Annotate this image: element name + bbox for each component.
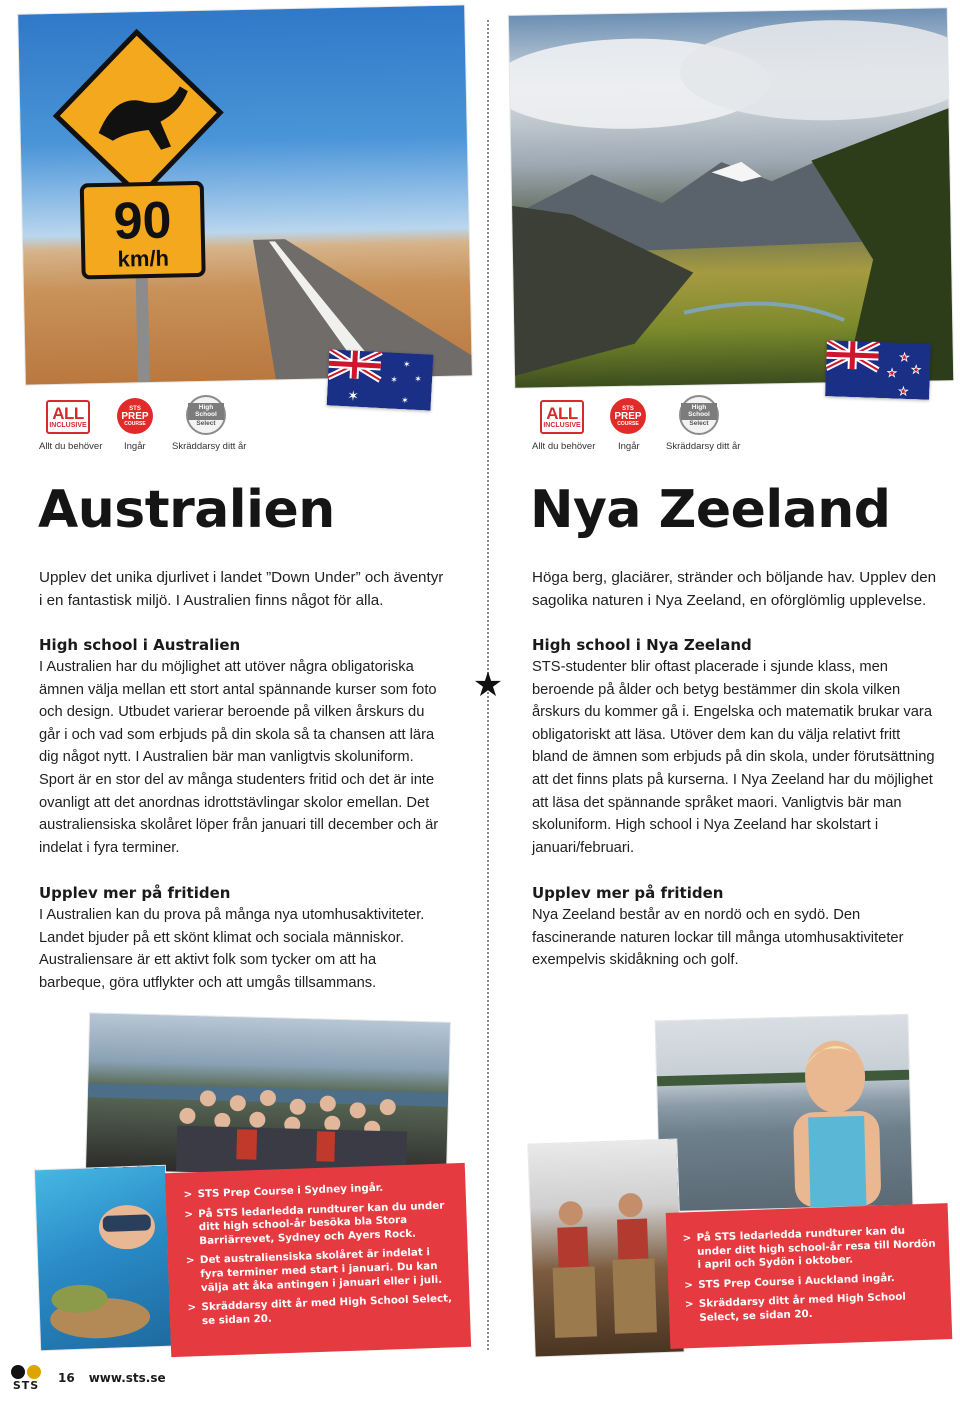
svg-text:✶: ✶ [400, 396, 409, 407]
maori-dancers-photo [528, 1139, 683, 1356]
australia-road-photo [18, 5, 472, 384]
svg-text:✶: ✶ [346, 388, 360, 405]
heading-high-school-australien: High school i Australien [39, 636, 241, 654]
badge-course-text: COURSE [617, 420, 639, 427]
badge-hss-line1: High School [188, 403, 224, 419]
box-item: > På STS ledarledda rundturer kan du under ditt high school-år besöka bla Stora Barriärrevet, Sydney och Ayers Rock. [184, 1199, 453, 1249]
new-zealand-mountain-photo [509, 8, 953, 388]
badge-prep-course [117, 398, 153, 434]
svg-text:★: ★ [886, 366, 898, 380]
student-harbour-photo [656, 1015, 913, 1212]
speed-sign-unit: km/h [117, 245, 170, 272]
badge-sts-text: STS [129, 405, 141, 412]
badge-sts-text: STS [622, 405, 634, 412]
sts-logo [8, 1364, 44, 1391]
box-item: > Skräddarsy ditt år med High School Select, se sidan 20. [685, 1290, 940, 1326]
heading-high-school-nya-zeeland: High school i Nya Zeeland [532, 636, 752, 654]
badge-prep-course [610, 398, 646, 434]
page-footer [8, 1364, 166, 1391]
badge-caption-2: Ingår [124, 441, 146, 452]
badge-caption-1: Allt du behöver [39, 441, 103, 452]
badge-all-text: ALL [52, 404, 84, 423]
new-zealand-flag-icon [825, 340, 931, 400]
badge-hss-line2: Select [196, 419, 216, 427]
svg-text:✶: ✶ [389, 375, 399, 386]
badge-high-school-select [679, 395, 719, 435]
badge-caption-3: Skräddarsy ditt år [666, 441, 741, 452]
badge-caption-2: Ingår [618, 441, 640, 452]
speed-sign-number: 90 [113, 191, 173, 251]
heading-fritid-nya-zeeland: Upplev mer på fritiden [532, 884, 724, 902]
students-group-photo [86, 1013, 450, 1178]
svg-text:✶: ✶ [402, 360, 411, 371]
globe-logo-icon [8, 1364, 44, 1380]
badge-all-text: ALL [546, 404, 578, 423]
page-title-nya-zeeland: Nya Zeeland [530, 480, 891, 540]
badge-hss-line1: High School [681, 403, 717, 419]
svg-text:★: ★ [899, 350, 910, 365]
badge-all-inclusive [46, 400, 90, 434]
badge-caption-3: Skräddarsy ditt år [172, 441, 247, 452]
badge-course-text: COURSE [124, 420, 146, 427]
body-high-school-nya-zeeland: STS-studenter blir oftast placerade i sjunde klass, men beroende på ålder och betyg bestämmer din skola vilken årskurs du kommer gå i. Engelska och matematik brukar vara obligatoriskt att läsa. Utöver dem kan du välja relativt fritt bland de ämnen som erbjuds på din skola, under förutsättning att det finns plats på kurserna. I Nya Zeeland har du möjlighet att läsa det spännande språket maori. Vanligtvis bär man skoluniform. High school i Nya Zeeland har skolstart i januari/februari. [532, 659, 935, 856]
star-icon: ★ [472, 665, 504, 705]
australia-info-box [165, 1163, 471, 1357]
badge-all-inclusive [540, 400, 584, 434]
body-fritid-australien: I Australien kan du prova på många nya utomhusaktiviteter. Landet bjuder på ett skönt klimat och sociala människor. Australiensare är ett aktivt folk som tycker om att ha barbeque, göra utflykter och att umgås tillsammans. [39, 907, 425, 991]
badge-prep-text: PREP [121, 410, 149, 422]
box-item: > Det australiensiska skolåret är indelat i fyra terminer med start i januari. Du kan välja att åka antingen i januari eller i juli. [186, 1246, 455, 1296]
intro-nya-zeeland: Höga berg, glaciärer, stränder och böljande hav. Upplev den sagolika naturen i Nya Zeeland, en oförglömlig upplevelse. [532, 569, 937, 609]
body-fritid-nya-zeeland: Nya Zeeland består av en nordö och en sydö. Den fascinerande naturen lockar till många utomhusaktiviteter exempelvis skidåkning och golf. [532, 907, 904, 969]
box-item: > Skräddarsy ditt år med High School Select, se sidan 20. [187, 1292, 456, 1329]
website-link[interactable]: www.sts.se [88, 1370, 166, 1385]
snorkeling-photo [35, 1166, 171, 1350]
box-item: > STS Prep Course i Sydney ingår. [183, 1179, 451, 1202]
badge-caption-1: Allt du behöver [532, 441, 596, 452]
svg-text:★: ★ [910, 363, 922, 377]
heading-fritid-australien: Upplev mer på fritiden [39, 884, 231, 902]
svg-text:✶: ✶ [414, 374, 423, 386]
badge-hss-line2: Select [689, 419, 709, 427]
page-number: 16 [58, 1370, 75, 1385]
body-high-school-australien: I Australien har du möjlighet att utöver några obligatoriska ämnen välja mellan ett stort antal spännande kurser som foto och design. Utbudet varierar beroende på vilken årskurs du går i och vad som erbjuds på din skola så ta chansen att lära dig något nytt. I Australien bär man vanligtvis skoluniform. Sport är en stor del av många studenters fritid och det är inte ovanligt att det anordnas idrottstävlingar skolor emellan. Det australiensiska skolåret löper från januari till december och är indelat i fyra terminer. [39, 659, 439, 856]
australia-flag-icon [327, 349, 434, 410]
intro-australien: Upplev det unika djurlivet i landet ”Down Under” och äventyr i en fantastisk miljö. I Australien finns något för alla. [39, 569, 444, 609]
box-item: > STS Prep Course i Auckland ingår. [684, 1270, 938, 1292]
new-zealand-info-box [666, 1203, 953, 1349]
badge-inclusive-text: INCLUSIVE [49, 422, 87, 429]
svg-text:★: ★ [898, 384, 909, 399]
badge-prep-text: PREP [614, 410, 642, 422]
sts-logo-text: STS [12, 1379, 40, 1392]
box-item: > På STS ledarledda rundturer kan du under ditt high school-år resa till Nordön i april och Sydön i oktober. [682, 1224, 937, 1274]
badge-inclusive-text: INCLUSIVE [543, 422, 581, 429]
badge-high-school-select [186, 395, 226, 435]
page-title-australien: Australien [38, 480, 335, 540]
